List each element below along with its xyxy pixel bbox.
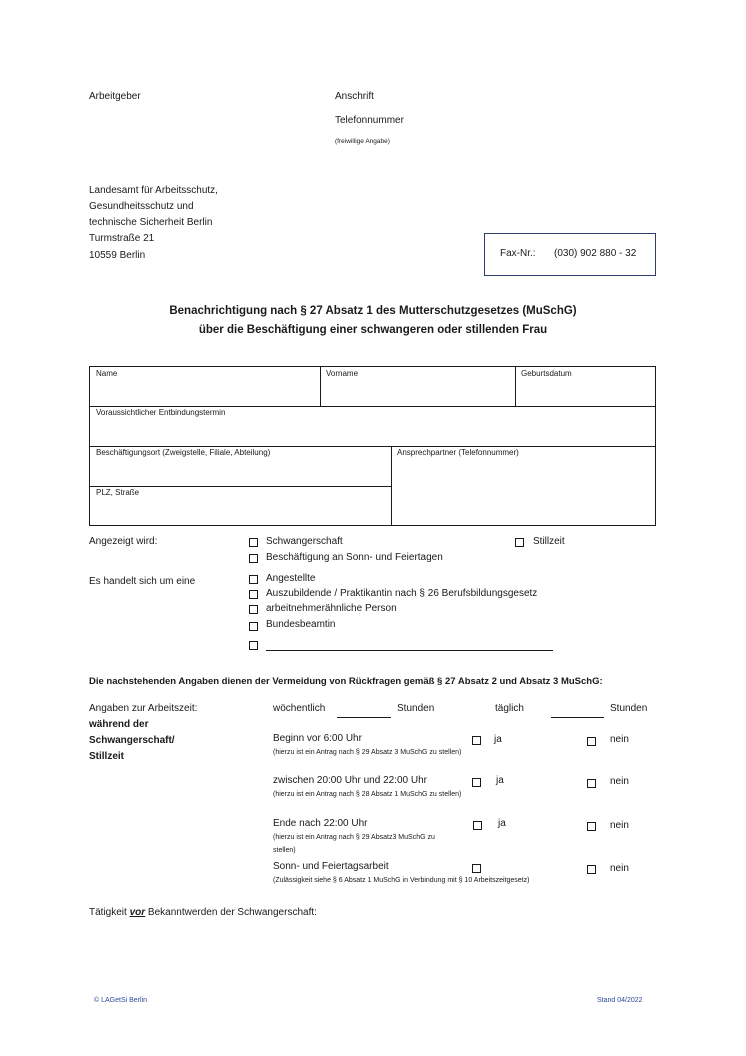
schwangerschaft-checkbox[interactable]	[249, 538, 258, 547]
taetigkeit-label: Tätigkeit vor Bekanntwerden der Schwangerschaft:	[89, 907, 317, 918]
anschrift-label: Anschrift	[335, 91, 374, 102]
nein-label: nein	[610, 776, 629, 787]
beginn-ja-checkbox[interactable]	[472, 736, 481, 745]
arbeitszeit-bold-line: Stillzeit	[89, 751, 125, 762]
ja-label: ja	[498, 818, 506, 829]
address-line: Gesundheitsschutz und	[89, 201, 194, 212]
nein-label: nein	[610, 863, 629, 874]
arbeitgeber-label: Arbeitgeber	[89, 91, 141, 102]
angestellte-label: Angestellte	[266, 573, 316, 584]
ende-note: (hierzu ist ein Antrag nach § 29 Absatz3 MuSchG zu	[273, 834, 435, 841]
taeglich-label: täglich	[495, 703, 524, 714]
stunden-label: Stunden	[610, 703, 648, 714]
stillzeit-label: Stillzeit	[533, 536, 565, 547]
ende-nein-checkbox[interactable]	[587, 822, 596, 831]
address-line: Turmstraße 21	[89, 233, 155, 244]
sonn-nein-checkbox[interactable]	[587, 865, 596, 874]
section-heading: Die nachstehenden Angaben dienen der Vermeidung von Rückfragen gemäß § 27 Absatz 2 und Absatz 3 MuSchG:	[89, 676, 603, 687]
ende-note: stellen)	[273, 847, 296, 854]
geburtsdatum-field[interactable]: Geburtsdatum	[521, 369, 572, 378]
other-checkbox[interactable]	[249, 641, 258, 650]
beginn-label: Beginn vor 6:00 Uhr	[273, 733, 362, 744]
zwischen-note: (hierzu ist ein Antrag nach § 28 Absatz 1 MuSchG zu stellen)	[273, 791, 462, 798]
arbeitszeit-bold-line: Schwangerschaft/	[89, 735, 175, 746]
ansprechpartner-field[interactable]: Ansprechpartner (Telefonnummer)	[397, 448, 519, 457]
nein-label: nein	[610, 734, 629, 745]
arbeitszeit-label: Angaben zur Arbeitszeit:	[89, 703, 198, 714]
footer-stand: Stand 04/2022	[597, 997, 643, 1004]
plz-strasse-field[interactable]: PLZ, Straße	[96, 488, 140, 497]
freiwillig-note: (freiwillige Angabe)	[335, 138, 390, 145]
entbindungstermin-field[interactable]: Voraussichtlicher Entbindungstermin	[96, 408, 226, 417]
address-line: 10559 Berlin	[89, 250, 146, 261]
sonntag-checkbox[interactable]	[249, 554, 258, 563]
zwischen-label: zwischen 20:00 Uhr und 22:00 Uhr	[273, 775, 427, 786]
auszubildende-checkbox[interactable]	[249, 590, 258, 599]
arbeitnehmeraehnliche-label: arbeitnehmerähnliche Person	[266, 603, 397, 614]
angestellte-checkbox[interactable]	[249, 575, 258, 584]
angezeigt-label: Angezeigt wird:	[89, 536, 158, 547]
beginn-nein-checkbox[interactable]	[587, 737, 596, 746]
ende-label: Ende nach 22:00 Uhr	[273, 818, 368, 829]
vor-emphasis: vor	[129, 907, 146, 918]
stunden-label: Stunden	[397, 703, 435, 714]
vorname-field[interactable]: Vorname	[326, 369, 359, 378]
bundesbeamtin-label: Bundesbeamtin	[266, 619, 336, 630]
sonntag-label: Beschäftigung an Sonn- und Feiertagen	[266, 552, 443, 563]
zwischen-nein-checkbox[interactable]	[587, 779, 596, 788]
arbeitnehmeraehnliche-checkbox[interactable]	[249, 605, 258, 614]
footer-copyright: © LAGetSi Berlin	[94, 997, 148, 1004]
beschaeftigungsort-field[interactable]: Beschäftigungsort (Zweigstelle, Filiale, Abteilung)	[96, 448, 271, 457]
sonn-ja-checkbox[interactable]	[472, 864, 481, 873]
other-input-line[interactable]	[266, 650, 553, 651]
schwangerschaft-label: Schwangerschaft	[266, 536, 343, 547]
stillzeit-checkbox[interactable]	[515, 538, 524, 547]
fax-label: Fax-Nr.:	[500, 248, 536, 259]
sonn-feiertag-label: Sonn- und Feiertagsarbeit	[273, 861, 389, 872]
telefon-label: Telefonnummer	[335, 115, 404, 126]
address-line: Landesamt für Arbeitsschutz,	[89, 185, 218, 196]
woechentlich-input-line[interactable]	[337, 717, 391, 718]
ende-ja-checkbox[interactable]	[473, 821, 482, 830]
bundesbeamtin-checkbox[interactable]	[249, 622, 258, 631]
fax-number: (030) 902 880 - 32	[554, 248, 637, 259]
auszubildende-label: Auszubildende / Praktikantin nach § 26 Berufsbildungsgesetz	[266, 588, 538, 599]
ja-label: ja	[496, 775, 504, 786]
fax-box	[484, 233, 656, 276]
sonn-feiertag-note: (Zulässigkeit siehe § 6 Absatz 1 MuSchG in Verbindung mit § 10 Arbeitszeitgesetz)	[273, 877, 530, 884]
document-subtitle: über die Beschäftigung einer schwangeren oder stillenden Frau	[198, 324, 548, 336]
arbeitszeit-bold-line: während der	[89, 719, 149, 730]
document-title: Benachrichtigung nach § 27 Absatz 1 des Mutterschutzgesetzes (MuSchG)	[169, 305, 577, 317]
address-line: technische Sicherheit Berlin	[89, 217, 213, 228]
handelt-label: Es handelt sich um eine	[89, 576, 196, 587]
ja-label: ja	[494, 734, 502, 745]
name-field[interactable]: Name	[96, 369, 118, 378]
nein-label: nein	[610, 820, 629, 831]
zwischen-ja-checkbox[interactable]	[472, 778, 481, 787]
beginn-note: (hierzu ist ein Antrag nach § 29 Absatz 3 MuSchG zu stellen)	[273, 749, 462, 756]
taeglich-input-line[interactable]	[551, 717, 604, 718]
woechentlich-label: wöchentlich	[273, 703, 326, 714]
